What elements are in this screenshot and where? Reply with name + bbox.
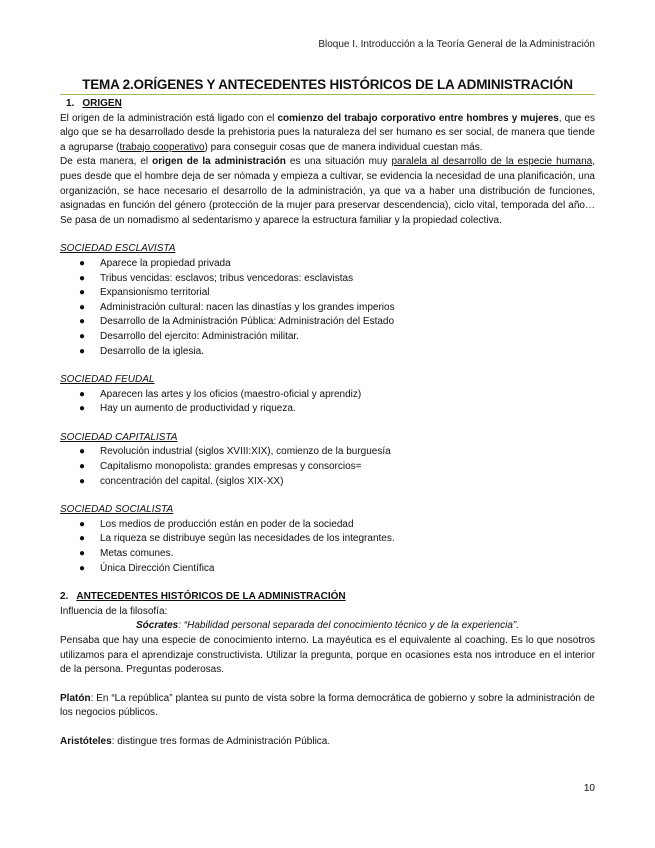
list-item-text: Desarrollo de la Administración Pública: Administración del Estado <box>100 316 395 328</box>
paragraph-aristoteles <box>60 735 595 750</box>
philosopher-name: Platón <box>60 692 91 704</box>
list-item-text: Tribus vencidas: esclavos; tribus vencedoras: esclavistas <box>100 272 354 284</box>
list-item <box>79 445 595 460</box>
list-item <box>79 301 595 316</box>
list-item-text: Desarrollo del ejercito: Administración militar. <box>100 330 299 342</box>
bullet-icon: ● <box>79 257 86 269</box>
bold-run: comienzo del trabajo corporativo entre hombres y mujeres <box>277 112 559 124</box>
quote-text: : “Habilidad personal separada del conocimiento técnico y de la experiencia”. <box>178 620 519 632</box>
bullet-icon: ● <box>79 548 86 560</box>
list-item <box>79 532 595 547</box>
section-number: 1. <box>66 98 75 109</box>
list-item-text: Hay un aumento de productividad y riqueza. <box>100 403 296 415</box>
list-item <box>79 475 595 490</box>
section-heading-origin <box>66 97 595 112</box>
philosopher-name: Aristóteles <box>60 735 112 747</box>
text-run: , pues desde que el hombre deja de ser nómada y empieza a cultivar, se evidencia la necesidad de una planificación, una organización, se hace necesario el desarrollo de la administración, ya que va a haber una distribución de funciones, asignadas en función del género (protección de la mujer para preservar descendencia), ciclo vital, temporada del año… Se pasa de un nomadismo al sedentarismo y aparece la estructura familiar y la propiedad colectiva. <box>60 156 596 226</box>
text-run: : En “La república” plantea su punto de vista sobre la forma democrática de gobierno y sobre la administración de los negocios públicos. <box>60 692 595 719</box>
bullet-icon: ● <box>79 316 86 328</box>
list-item-text: Revolución industrial (siglos XVIII:XIX), comienzo de la burguesía <box>100 446 391 458</box>
list-item <box>79 562 595 577</box>
bullet-icon: ● <box>79 301 86 313</box>
paragraph-origin-1 <box>60 112 595 156</box>
paragraph-socrates: Pensaba que hay una especie de conocimiento interno. La mayéutica es el equivalente al coaching. Es lo que nosotros utilizamos para el aprendizaje constructivista. Utilizar la pregunta, porque en ocasiones esta nos introduce en el interior de la persona. Preguntas poderosas. <box>60 635 595 676</box>
section-number: 2. <box>60 591 69 603</box>
text-run: De esta manera, el <box>60 156 153 168</box>
bullet-icon: ● <box>79 518 86 530</box>
underlined-run: paralela al desarrollo de la especie humana <box>391 156 593 168</box>
list-item-text: Aparece la propiedad privada <box>100 257 231 269</box>
list-item <box>79 315 595 330</box>
list-item <box>79 330 595 345</box>
philosopher-name: Sócrates <box>135 620 179 632</box>
list-item-text: Los medios de producción están en poder de la sociedad <box>100 518 354 530</box>
society-title: SOCIEDAD ESCLAVISTA <box>60 243 176 255</box>
list-item-text: Expansionismo territorial <box>100 287 210 299</box>
list-item <box>79 547 595 562</box>
paragraph-origin-2 <box>60 155 595 228</box>
list-item-text: Desarrollo de la iglesia. <box>100 345 204 357</box>
bullet-icon: ● <box>79 388 86 400</box>
list-item <box>79 272 595 287</box>
list-item-text: Única Dirección Científica <box>100 562 215 574</box>
underlined-run: trabajo cooperativo <box>119 141 205 153</box>
chapter-title: TEMA 2.ORÍGENES Y ANTECEDENTES HISTÓRICOS DE LA ADMINISTRACIÓN <box>60 77 595 95</box>
society-title: SOCIEDAD FEUDAL <box>60 374 155 386</box>
text-run: , que es algo que se ha desarrollado desde la prehistoria pues la naturaleza del ser humano es ser social, de manera que tiende a agruparse ( <box>60 112 595 153</box>
bullet-icon: ● <box>79 533 86 545</box>
list-item <box>79 402 595 417</box>
content-body <box>60 97 595 750</box>
list-item <box>79 257 595 272</box>
bullet-list <box>60 518 595 576</box>
bullet-list <box>60 257 595 359</box>
list-item-text: Administración cultural: nacen las dinastías y los grandes imperios <box>100 301 395 313</box>
influence-label: Influencia de la filosofía: <box>60 605 168 617</box>
bullet-icon: ● <box>79 461 86 473</box>
running-header: Bloque I. Introducción a la Teoría General de la Administración <box>318 39 595 50</box>
bold-run: origen de la administración <box>152 156 286 168</box>
list-item-text: Metas comunes. <box>100 548 174 560</box>
list-item <box>79 460 595 475</box>
text-run: El origen de la administración está ligado con el <box>60 112 278 124</box>
society-title: SOCIEDAD CAPITALISTA <box>60 431 178 443</box>
bullet-icon: ● <box>79 330 86 342</box>
list-item-text: Capitalismo monopolista: grandes empresas y consorcios= <box>100 461 362 473</box>
section-label: ANTECEDENTES HISTÓRICOS DE LA ADMINISTRACIÓN <box>76 591 346 603</box>
bullet-icon: ● <box>79 272 86 284</box>
bullet-icon: ● <box>79 345 86 357</box>
bullet-icon: ● <box>79 562 86 574</box>
list-item <box>79 518 595 533</box>
bullet-icon: ● <box>79 287 86 299</box>
list-item-text: La riqueza se distribuye según las necesidades de los integrantes. <box>100 533 395 545</box>
text-run: es una situación muy <box>285 156 392 168</box>
list-item <box>79 286 595 301</box>
paragraph-platon <box>60 692 595 721</box>
list-item-text: Aparecen las artes y los oficios (maestro-oficial y aprendiz) <box>100 388 362 400</box>
section-label: ORIGEN <box>82 98 122 109</box>
text-run: ) para conseguir cosas que de manera individual cuestan más. <box>204 141 483 153</box>
list-item-text: concentración del capital. (siglos XIX-XX) <box>100 475 284 487</box>
page-number: 10 <box>583 783 595 794</box>
society-title: SOCIEDAD SOCIALISTA <box>60 504 174 516</box>
bullet-icon: ● <box>79 403 86 415</box>
socrates-quote <box>60 619 595 634</box>
list-item <box>79 345 595 360</box>
bullet-icon: ● <box>79 446 86 458</box>
list-item <box>79 388 595 403</box>
bullet-list <box>60 445 595 489</box>
text-run: : distingue tres formas de Administración Pública. <box>111 735 331 747</box>
bullet-list <box>60 388 595 417</box>
section-heading-history <box>60 590 595 605</box>
bullet-icon: ● <box>79 475 86 487</box>
